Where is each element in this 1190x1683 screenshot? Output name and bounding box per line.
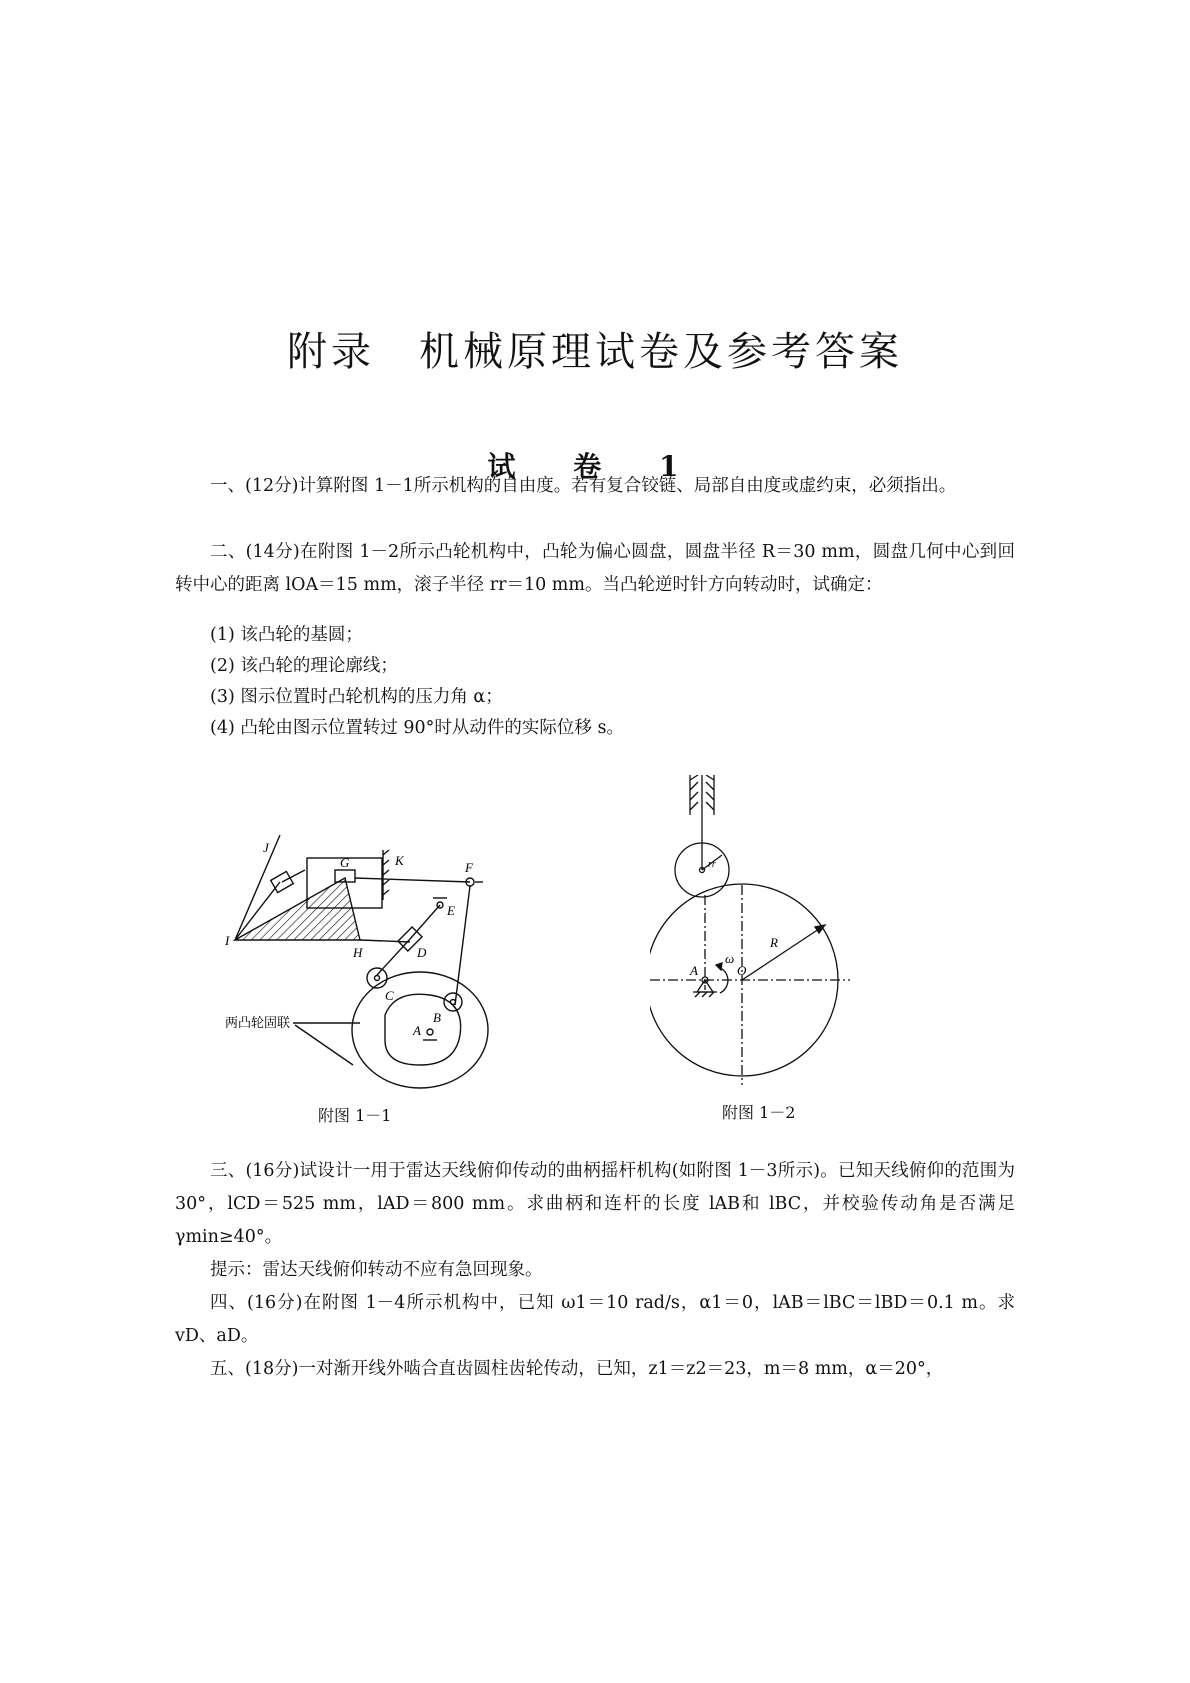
- label-A: A: [690, 963, 698, 978]
- label-C: C: [385, 988, 394, 1003]
- q2-item-1: (1) 该凸轮的基圆；: [210, 625, 363, 645]
- question-2: 二、(14分)在附图 1－2所示凸轮机构中，凸轮为偏心圆盘，圆盘半径 R＝30 mm，圆盘几何中心到回转中心的距离 lOA＝15 mm，滚子半径 rr＝10 mm。当凸轮逆时针方向转动时，试确定：: [175, 542, 1015, 595]
- label-J: J: [263, 840, 269, 855]
- question-3: 三、(16分)试设计一用于雷达天线俯仰传动的曲柄摇杆机构(如附图 1－3所示)。已知天线俯仰的范围为 30°，lCD＝525 mm，lAD＝800 mm。求曲柄和连杆的长度 lAB和 lBC，并校验传动角是否满足 γmin≥40°。: [175, 1161, 1015, 1247]
- q2-item-2: (2) 该凸轮的理论廓线；: [210, 656, 398, 676]
- label-R: R: [770, 935, 778, 950]
- label-K: K: [395, 853, 404, 868]
- label-O: O: [737, 963, 747, 978]
- question-1: 一、(12分)计算附图 1－1所示机构的自由度。若有复合铰链、局部自由度或虚约束，必须指出。: [210, 476, 957, 496]
- label-D: D: [417, 945, 427, 960]
- q2-item-4: (4) 凸轮由图示位置转过 90°时从动件的实际位移 s。: [210, 718, 624, 738]
- label-rr: rr: [708, 859, 716, 870]
- label-E: E: [447, 903, 455, 918]
- question-4: 四、(16分)在附图 1－4所示机构中，已知 ω1＝10 rad/s，α1＝0，lAB＝lBC＝lBD＝0.1 m。求 vD、aD。: [175, 1293, 1015, 1346]
- annotation-cams-fixed: 两凸轮固联: [225, 1016, 291, 1031]
- label-B: B: [433, 1010, 441, 1025]
- question-3-hint: 提示：雷达天线俯仰转动不应有急回现象。: [210, 1260, 543, 1280]
- q2-item-3: (3) 图示位置时凸轮机构的压力角 α；: [210, 687, 503, 707]
- label-I: I: [225, 933, 230, 948]
- figure-1-2: [650, 775, 950, 1105]
- figure-1-1-caption: 附图 1－1: [318, 1106, 392, 1125]
- label-H: H: [353, 945, 363, 960]
- label-A: A: [413, 1023, 421, 1038]
- exam-subtitle: 试 卷 1: [487, 450, 703, 483]
- page-title: 附录 机械原理试卷及参考答案: [287, 329, 903, 375]
- label-F: F: [465, 860, 473, 875]
- figure-1-2-caption: 附图 1－2: [722, 1103, 796, 1122]
- label-omega: ω: [725, 951, 735, 966]
- label-G: G: [340, 855, 350, 870]
- figure-1-1: [225, 830, 565, 1105]
- question-5: 五、(18分)一对渐开线外啮合直齿圆柱齿轮传动，已知，z1＝z2＝23，m＝8 mm，α＝20°，: [210, 1359, 944, 1379]
